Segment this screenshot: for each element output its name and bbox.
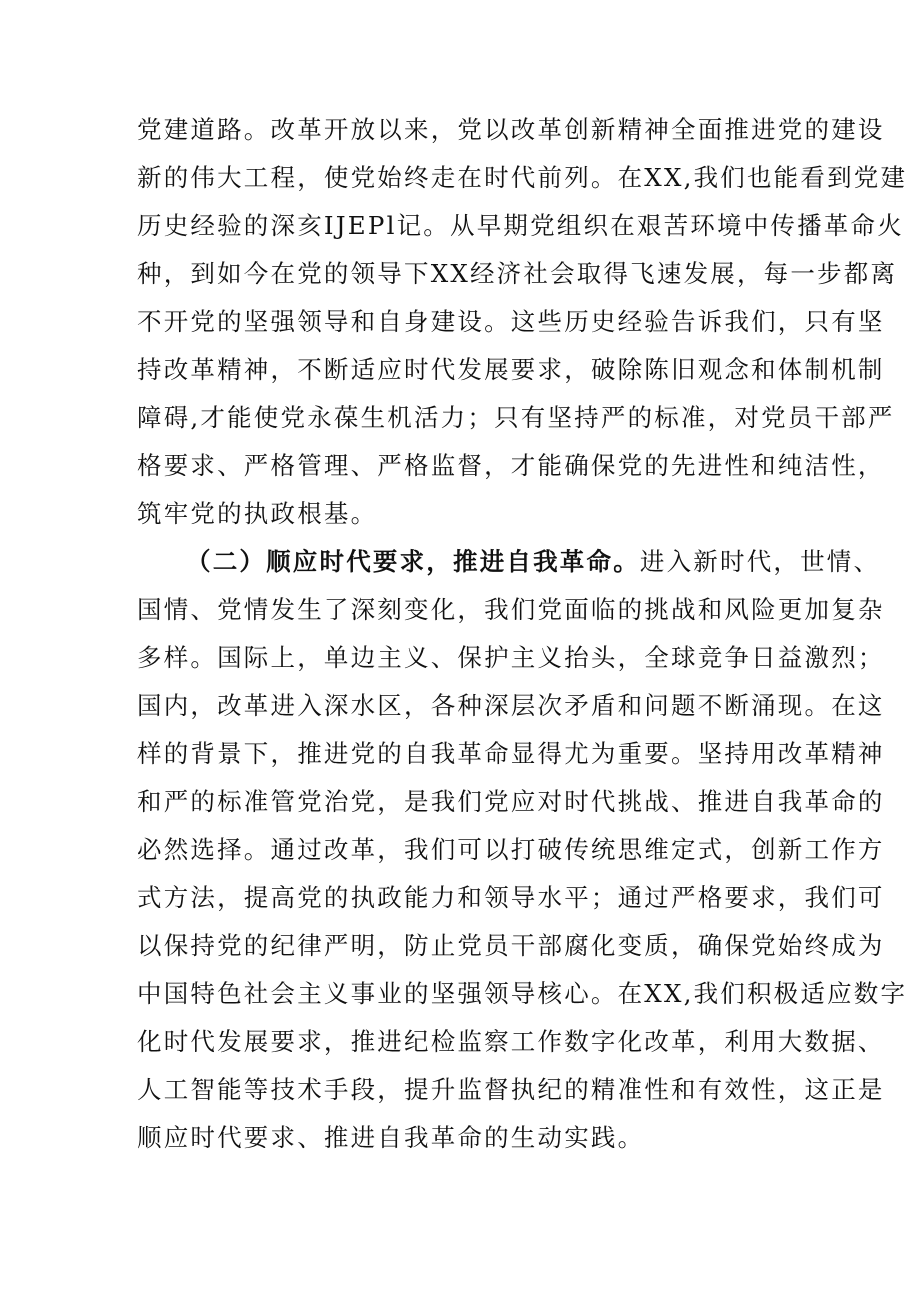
paragraph-1-line-5: 不开党的坚强领导和自身建设。这些历史经验告诉我们，只有坚 bbox=[137, 307, 885, 336]
paragraph-1-line-6: 持改革精神，不断适应时代发展要求，破除陈旧观念和体制机制 bbox=[137, 355, 885, 384]
paragraph-1-line-3: 历史经验的深亥IJEPl记。从早期党组织在艰苦环境中传播革命火 bbox=[137, 211, 904, 240]
paragraph-2-line-4: 国内，改革进入深水区，各种深层次矛盾和问题不断涌现。在这 bbox=[137, 691, 885, 720]
paragraph-1-line-1: 党建道路。改革开放以来，党以改革创新精神全面推进党的建设 bbox=[137, 115, 885, 144]
paragraph-2-line-6: 和严的标准管党治党，是我们党应对时代挑战、推进自我革命的 bbox=[137, 787, 885, 816]
paragraph-1-line-7: 障碍,才能使党永葆生机活力；只有坚持严的标准，对党员干部严 bbox=[137, 403, 895, 432]
paragraph-2-line-2: 国情、党情发生了深刻变化，我们党面临的挑战和风险更加复杂 bbox=[137, 595, 885, 624]
paragraph-2-line-10: 中国特色社会主义事业的坚强领导核心。在XX,我们积极适应数字 bbox=[137, 979, 908, 1008]
paragraph-2-line-8: 式方法，提高党的执政能力和领导水平；通过严格要求，我们可 bbox=[137, 883, 885, 912]
paragraph-2-line-11: 化时代发展要求，推进纪检监察工作数字化改革，利用大数据、 bbox=[137, 1027, 885, 1056]
section-heading: （二）顺应时代要求，推进自我革命。 bbox=[186, 547, 640, 576]
paragraph-1-line-8: 格要求、严格管理、严格监督，才能确保党的先进性和纯洁性， bbox=[137, 451, 885, 480]
paragraph-2-line-3: 多样。国际上，单边主义、保护主义抬头，全球竞争日益激烈； bbox=[137, 643, 885, 672]
paragraph-1-line-9: 筑牢党的执政根基。 bbox=[137, 499, 378, 528]
paragraph-1-line-4: 种，到如今在党的领导下XX经济社会取得飞速发展，每一步都离 bbox=[137, 259, 898, 288]
paragraph-2-line-9: 以保持党的纪律严明，防止党员干部腐化变质，确保党始终成为 bbox=[137, 931, 885, 960]
paragraph-2-line-1 bbox=[186, 546, 880, 578]
paragraph-2-line-12: 人工智能等技术手段，提升监督执纪的精准性和有效性，这正是 bbox=[137, 1075, 885, 1104]
paragraph-1-line-2: 新的伟大工程，使党始终走在时代前列。在XX,我们也能看到党建 bbox=[137, 163, 908, 192]
paragraph-2-line-7: 必然选择。通过改革，我们可以打破传统思维定式，创新工作方 bbox=[137, 835, 885, 864]
paragraph-2-line-5: 样的背景下，推进党的自我革命显得尤为重要。坚持用改革精神 bbox=[137, 739, 885, 768]
paragraph-2-line-13: 顺应时代要求、推进自我革命的生动实践。 bbox=[137, 1123, 645, 1152]
paragraph-2-line-1-rest: 进入新时代，世情、 bbox=[639, 547, 881, 576]
